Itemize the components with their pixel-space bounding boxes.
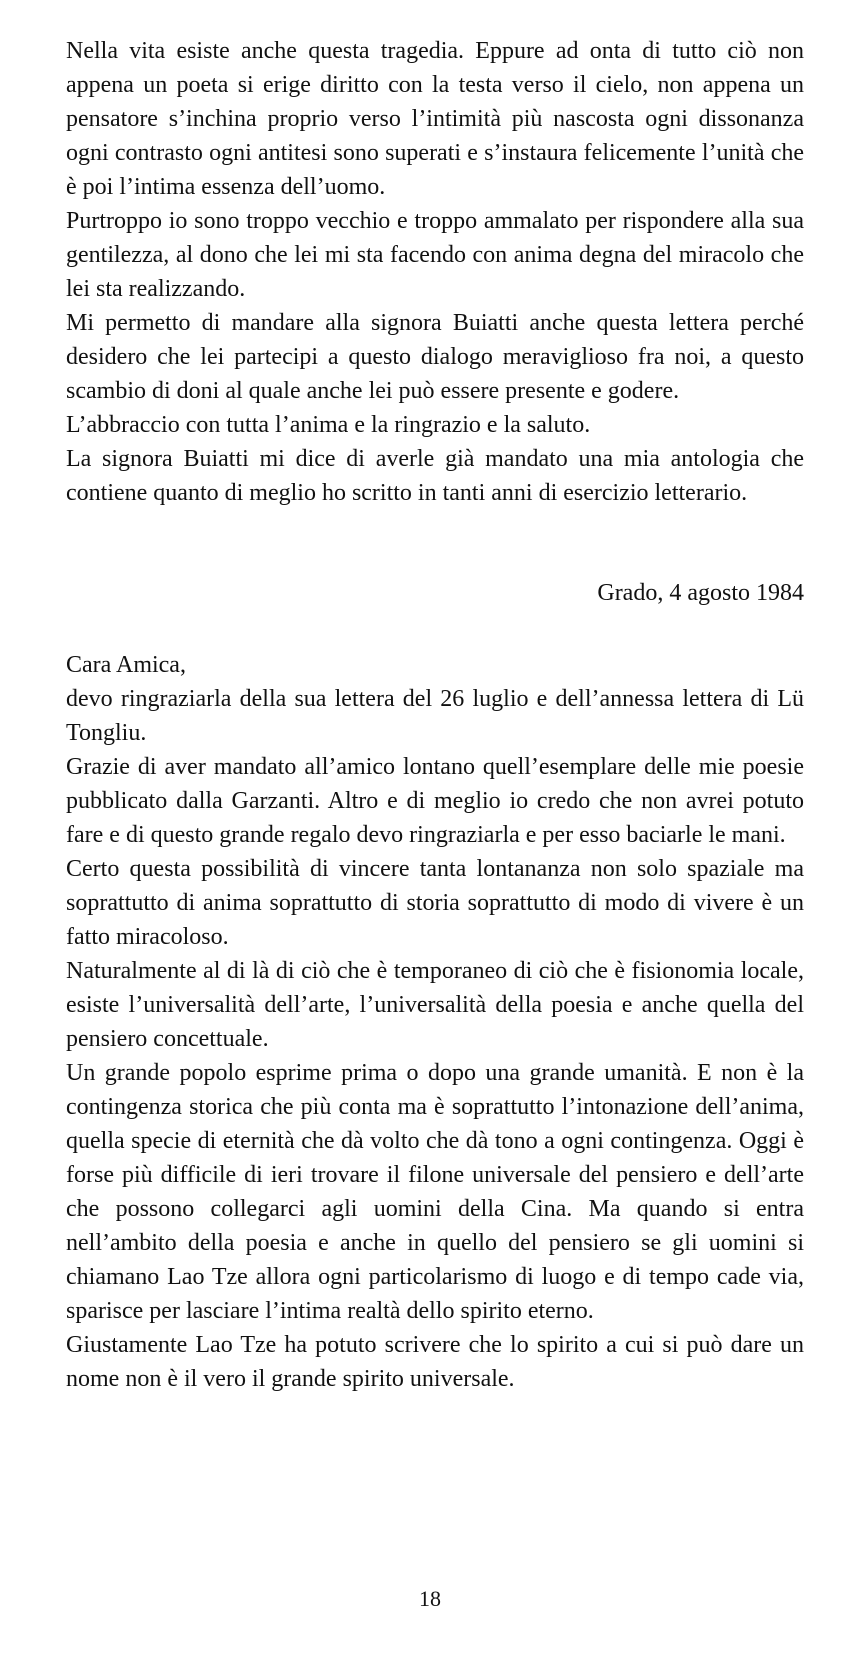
letter2-paragraph: devo ringraziarla della sua lettera del 26 luglio e dell’annessa lettera di Lü Tongliu. — [66, 686, 804, 746]
letter2-paragraph: Certo questa possibilità di vincere tanta lontananza non solo spaziale ma soprattutto di anima soprattutto di storia soprattutto di modo di vivere è un fatto miracoloso. — [66, 856, 804, 950]
page-number: 18 — [419, 1586, 441, 1611]
letter-date: Grado, 4 agosto 1984 — [597, 580, 804, 606]
section-spacer — [66, 610, 804, 648]
page-body — [66, 34, 804, 1396]
letter1-paragraph: L’abbraccio con tutta l’anima e la ringrazio e la saluto. — [66, 412, 591, 438]
letter-greeting: Cara Amica, — [66, 652, 186, 678]
letter1-paragraph: Purtroppo io sono troppo vecchio e troppo ammalato per rispondere alla sua gentilezza, al dono che lei mi sta facendo con anima degna del miracolo che lei sta realizzando. — [66, 208, 804, 302]
letter2-paragraph: Naturalmente al di là di ciò che è temporaneo di ciò che è fisionomia locale, esiste l’universalità dell’arte, l’universalità della poesia e anche quella del pensiero concettuale. — [66, 958, 804, 1052]
section-spacer — [66, 510, 804, 576]
letter1-paragraph: La signora Buiatti mi dice di averle già mandato una mia antologia che contiene quanto di meglio ho scritto in tanti anni di esercizio letterario. — [66, 446, 804, 506]
letter1-paragraph: Nella vita esiste anche questa tragedia. Eppure ad onta di tutto ciò non appena un poeta si erige diritto con la testa verso il cielo, non appena un pensatore s’inchina proprio verso l’intimità più nascosta ogni dissonanza ogni contrasto ogni antitesi sono superati e s’instaura felicemente l’unità che è poi l’intima essenza dell’uomo. — [66, 38, 804, 200]
letter2-paragraph: Grazie di aver mandato all’amico lontano quell’esemplare delle mie poesie pubblicato dalla Garzanti. Altro e di meglio io credo che non avrei potuto fare e di questo grande regalo devo ringraziarla e per esso baciarle le mani. — [66, 754, 804, 848]
letter2-paragraph: Giustamente Lao Tze ha potuto scrivere che lo spirito a cui si può dare un nome non è il vero il grande spirito universale. — [66, 1332, 804, 1392]
letter2-paragraph: Un grande popolo esprime prima o dopo una grande umanità. E non è la contingenza storica che più conta ma è soprattutto l’intonazione dell’anima, quella specie di eternità che dà volto che dà tono a ogni contingenza. Oggi è forse più difficile di ieri trovare il filone universale del pensiero e dell’arte che possono collegarci agli uomini della Cina. Ma quando si entra nell’ambito della poesia e anche in quello del pensiero se gli uomini si chiamano Lao Tze allora ogni particolarismo di luogo e di tempo cade via, sparisce per lasciare l’intima realtà dello spirito eterno. — [66, 1060, 804, 1324]
letter1-paragraph: Mi permetto di mandare alla signora Buiatti anche questa lettera perché desidero che lei partecipi a questo dialogo meraviglioso fra noi, a questo scambio di doni al quale anche lei può essere presente e godere. — [66, 310, 804, 404]
